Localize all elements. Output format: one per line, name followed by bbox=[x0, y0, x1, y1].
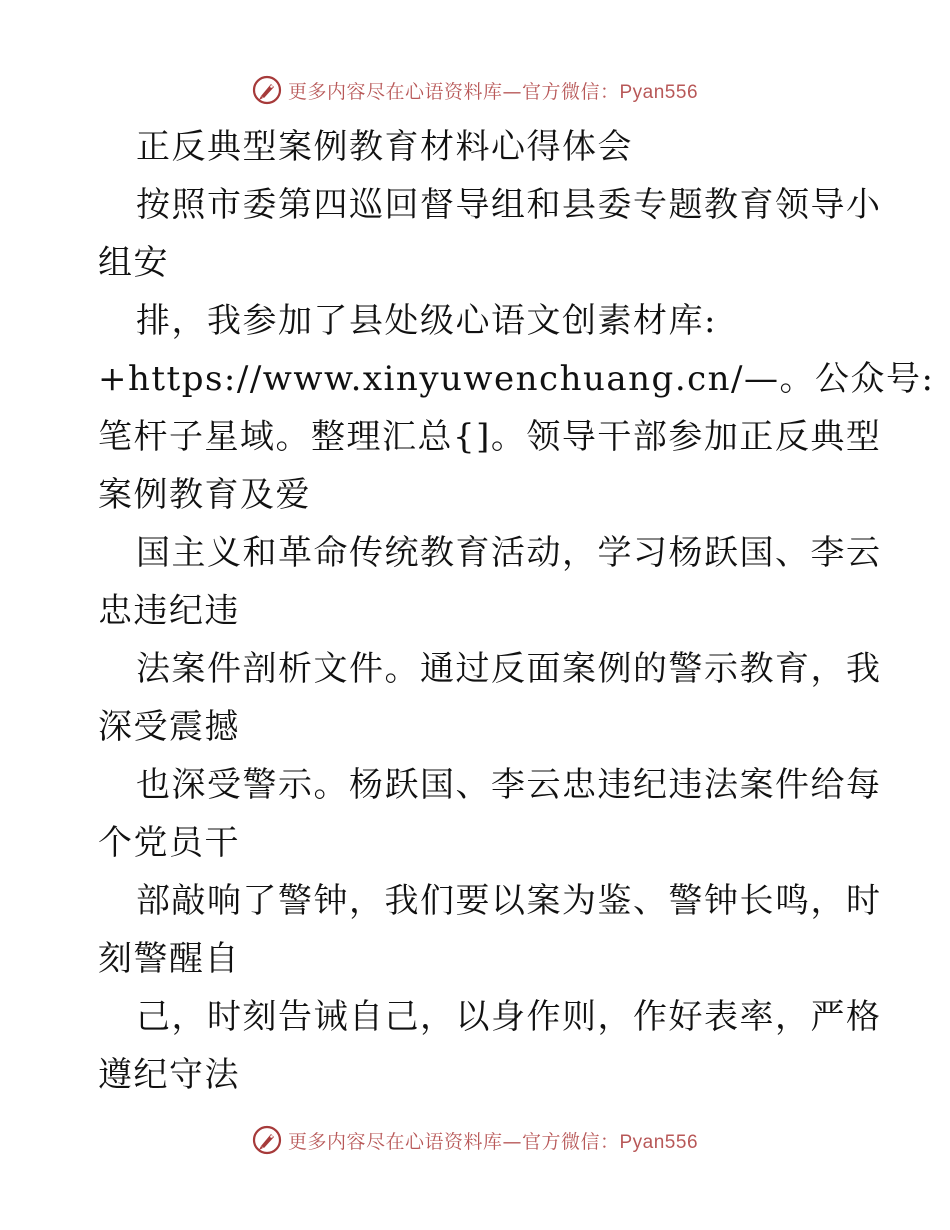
pen-nib-logo-icon bbox=[252, 1125, 282, 1155]
banner-label: 更多内容尽在心语资料库—官方微信： bbox=[287, 1130, 620, 1153]
pen-nib-logo-icon bbox=[252, 75, 282, 105]
document-body bbox=[98, 118, 935, 1104]
banner-text bbox=[288, 1127, 698, 1154]
document-line: 己，时刻告诫自己，以身作则，作好表率，严格 bbox=[136, 997, 882, 1037]
header-banner bbox=[0, 70, 950, 110]
document-line: 排，我参加了县处级心语文创素材库: bbox=[136, 301, 717, 341]
document-line: +https://www.xinyuwenchuang.cn/—。公众号: bbox=[98, 359, 935, 399]
footer-banner bbox=[0, 1120, 950, 1160]
document-line: 深受震撼 bbox=[98, 707, 240, 747]
banner-wechat-id: Pyan556 bbox=[619, 81, 699, 103]
document-line: 案例教育及爱 bbox=[98, 475, 311, 515]
document-line: 组安 bbox=[98, 243, 169, 283]
document-line: 个党员干 bbox=[98, 823, 240, 863]
banner-label: 更多内容尽在心语资料库—官方微信： bbox=[287, 80, 620, 103]
document-line: 刻警醒自 bbox=[98, 939, 240, 979]
banner-wechat-id: Pyan556 bbox=[619, 1131, 699, 1153]
document-line: 也深受警示。杨跃国、李云忠违纪违法案件给每 bbox=[136, 765, 882, 805]
banner-text bbox=[288, 77, 698, 104]
document-line: 笔杆子星域。整理汇总{]。领导干部参加正反典型 bbox=[98, 417, 882, 457]
document-line: 遵纪守法 bbox=[98, 1055, 240, 1095]
document-line: 忠违纪违 bbox=[98, 591, 240, 631]
document-line: 按照市委第四巡回督导组和县委专题教育领导小 bbox=[136, 185, 882, 225]
document-line: 部敲响了警钟，我们要以案为鉴、警钟长鸣，时 bbox=[136, 881, 882, 921]
document-line: 国主义和革命传统教育活动，学习杨跃国、李云 bbox=[136, 533, 882, 573]
document-line: 正反典型案例教育材料心得体会 bbox=[136, 127, 633, 167]
document-line: 法案件剖析文件。通过反面案例的警示教育，我 bbox=[136, 649, 882, 689]
